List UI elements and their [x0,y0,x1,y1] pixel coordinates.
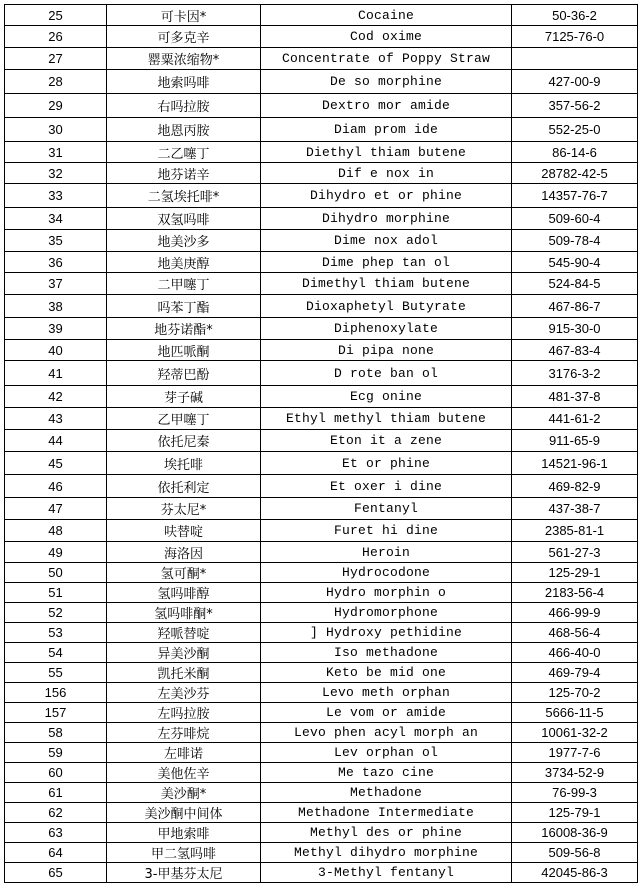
row-number-cell: 156 [5,683,107,703]
cas-number-cell: 552-25-0 [512,118,638,142]
english-name-cell: Me tazo cine [261,763,512,783]
cas-number-cell: 441-61-2 [512,408,638,430]
table-row [5,452,638,475]
english-name-cell: Di pipa none [261,340,512,361]
row-number-cell: 51 [5,583,107,603]
table-row [5,783,638,803]
cas-number-cell: 509-56-8 [512,843,638,863]
english-name-cell: Diam prom ide [261,118,512,142]
row-number-cell: 37 [5,273,107,295]
english-name-cell: Concentrate of Poppy Straw [261,48,512,70]
english-name-cell: Dioxaphetyl Butyrate [261,295,512,318]
row-number-cell: 53 [5,623,107,643]
row-number-cell: 157 [5,703,107,723]
english-name-cell: Hydro morphin o [261,583,512,603]
row-number-cell: 65 [5,863,107,883]
row-number-cell: 31 [5,142,107,163]
cas-number-cell: 467-83-4 [512,340,638,361]
table-row [5,723,638,743]
chinese-name-cell: 芽子碱 [107,386,261,408]
cas-number-cell: 28782-42-5 [512,163,638,184]
english-name-cell: Ethyl methyl thiam butene [261,408,512,430]
row-number-cell: 46 [5,475,107,498]
table-row [5,498,638,520]
table-row [5,475,638,498]
row-number-cell: 58 [5,723,107,743]
cas-number-cell: 509-78-4 [512,230,638,252]
cas-number-cell: 466-99-9 [512,603,638,623]
english-name-cell: 3-Methyl fentanyl [261,863,512,883]
cas-number-cell: 2183-56-4 [512,583,638,603]
english-name-cell: Dime phep tan ol [261,252,512,273]
chinese-name-cell: 氢吗啡醇 [107,583,261,603]
cas-number-cell: 2385-81-1 [512,520,638,542]
cas-number-cell: 3176-3-2 [512,361,638,386]
table-row [5,743,638,763]
chinese-name-cell: 埃托啡 [107,452,261,475]
cas-number-cell: 509-60-4 [512,208,638,230]
cas-number-cell: 50-36-2 [512,5,638,26]
chinese-name-cell: 美沙酮中间体 [107,803,261,823]
chinese-name-cell: 美他佐辛 [107,763,261,783]
table-row [5,763,638,783]
chinese-name-cell: 二乙噻丁 [107,142,261,163]
table-row [5,48,638,70]
row-number-cell: 40 [5,340,107,361]
row-number-cell: 33 [5,184,107,208]
chinese-name-cell: 可多克辛 [107,26,261,48]
row-number-cell: 59 [5,743,107,763]
row-number-cell: 48 [5,520,107,542]
cas-number-cell: 14521-96-1 [512,452,638,475]
row-number-cell: 27 [5,48,107,70]
row-number-cell: 42 [5,386,107,408]
english-name-cell: Dihydro et or phine [261,184,512,208]
row-number-cell: 61 [5,783,107,803]
table-row [5,26,638,48]
cas-number-cell: 125-70-2 [512,683,638,703]
cas-number-cell: 86-14-6 [512,142,638,163]
english-name-cell: Heroin [261,542,512,563]
table-row [5,520,638,542]
chinese-name-cell: 凯托米酮 [107,663,261,683]
row-number-cell: 39 [5,318,107,340]
english-name-cell: Dextro mor amide [261,94,512,118]
english-name-cell: Hydrocodone [261,563,512,583]
cas-number-cell: 466-40-0 [512,643,638,663]
table-row [5,184,638,208]
english-name-cell: Eton it a zene [261,430,512,452]
chinese-name-cell: 芬太尼* [107,498,261,520]
cas-number-cell: 437-38-7 [512,498,638,520]
row-number-cell: 41 [5,361,107,386]
table-row [5,643,638,663]
row-number-cell: 63 [5,823,107,843]
english-name-cell: ] Hydroxy pethidine [261,623,512,643]
english-name-cell: Methyl des or phine [261,823,512,843]
table-row [5,295,638,318]
table-row [5,863,638,883]
english-name-cell: Le vom or amide [261,703,512,723]
chinese-name-cell: 二甲噻丁 [107,273,261,295]
row-number-cell: 64 [5,843,107,863]
table-row [5,273,638,295]
row-number-cell: 55 [5,663,107,683]
table-row [5,583,638,603]
table-row [5,318,638,340]
english-name-cell: Cod oxime [261,26,512,48]
cas-number-cell: 10061-32-2 [512,723,638,743]
cas-number-cell: 467-86-7 [512,295,638,318]
english-name-cell: Dimethyl thiam butene [261,273,512,295]
chinese-name-cell: 地美沙多 [107,230,261,252]
cas-number-cell: 911-65-9 [512,430,638,452]
row-number-cell: 36 [5,252,107,273]
table-row [5,163,638,184]
english-name-cell: Fentanyl [261,498,512,520]
chinese-name-cell: 吗苯丁酯 [107,295,261,318]
chinese-name-cell: 双氢吗啡 [107,208,261,230]
table-row [5,118,638,142]
chinese-name-cell: 呋替啶 [107,520,261,542]
cas-number-cell: 545-90-4 [512,252,638,273]
english-name-cell: Hydromorphone [261,603,512,623]
chinese-name-cell: 美沙酮* [107,783,261,803]
table-row [5,430,638,452]
table-row [5,386,638,408]
english-name-cell: De so morphine [261,70,512,94]
row-number-cell: 43 [5,408,107,430]
chinese-name-cell: 3-甲基芬太尼 [107,863,261,883]
cas-number-cell: 524-84-5 [512,273,638,295]
chinese-name-cell: 地恩丙胺 [107,118,261,142]
english-name-cell: Diethyl thiam butene [261,142,512,163]
chinese-name-cell: 乙甲噻丁 [107,408,261,430]
table-row [5,230,638,252]
chinese-name-cell: 地美庚醇 [107,252,261,273]
chinese-name-cell: 右吗拉胺 [107,94,261,118]
table-row [5,94,638,118]
cas-number-cell [512,48,638,70]
cas-number-cell: 481-37-8 [512,386,638,408]
english-name-cell: Levo phen acyl morph an [261,723,512,743]
row-number-cell: 49 [5,542,107,563]
table-row [5,823,638,843]
chinese-name-cell: 左芬啡烷 [107,723,261,743]
cas-number-cell: 561-27-3 [512,542,638,563]
row-number-cell: 29 [5,94,107,118]
chinese-name-cell: 可卡因* [107,5,261,26]
chinese-name-cell: 羟蒂巴酚 [107,361,261,386]
english-name-cell: Methadone Intermediate [261,803,512,823]
cas-number-cell: 469-82-9 [512,475,638,498]
cas-number-cell: 76-99-3 [512,783,638,803]
english-name-cell: Methadone [261,783,512,803]
chinese-name-cell: 海洛因 [107,542,261,563]
table-row [5,703,638,723]
cas-number-cell: 125-29-1 [512,563,638,583]
row-number-cell: 32 [5,163,107,184]
chinese-name-cell: 异美沙酮 [107,643,261,663]
chinese-name-cell: 依托尼秦 [107,430,261,452]
table-row [5,252,638,273]
english-name-cell: Dime nox adol [261,230,512,252]
row-number-cell: 26 [5,26,107,48]
table-row [5,408,638,430]
cas-number-cell: 125-79-1 [512,803,638,823]
table-row [5,361,638,386]
chinese-name-cell: 地芬诺辛 [107,163,261,184]
chinese-name-cell: 左吗拉胺 [107,703,261,723]
cas-number-cell: 3734-52-9 [512,763,638,783]
cas-number-cell: 357-56-2 [512,94,638,118]
english-name-cell: Cocaine [261,5,512,26]
english-name-cell: Ecg onine [261,386,512,408]
row-number-cell: 50 [5,563,107,583]
cas-number-cell: 14357-76-7 [512,184,638,208]
english-name-cell: Keto be mid one [261,663,512,683]
cas-number-cell: 16008-36-9 [512,823,638,843]
cas-number-cell: 468-56-4 [512,623,638,643]
english-name-cell: Dif e nox in [261,163,512,184]
cas-number-cell: 915-30-0 [512,318,638,340]
table-body [5,5,638,883]
row-number-cell: 30 [5,118,107,142]
table-row [5,70,638,94]
chinese-name-cell: 依托利定 [107,475,261,498]
chinese-name-cell: 甲地索啡 [107,823,261,843]
english-name-cell: Methyl dihydro morphine [261,843,512,863]
table-row [5,340,638,361]
english-name-cell: D rote ban ol [261,361,512,386]
row-number-cell: 52 [5,603,107,623]
chinese-name-cell: 罂粟浓缩物* [107,48,261,70]
row-number-cell: 25 [5,5,107,26]
chinese-name-cell: 二氢埃托啡* [107,184,261,208]
table-row [5,803,638,823]
cas-number-cell: 427-00-9 [512,70,638,94]
english-name-cell: Diphenoxylate [261,318,512,340]
table-row [5,563,638,583]
chinese-name-cell: 地索吗啡 [107,70,261,94]
chinese-name-cell: 羟哌替啶 [107,623,261,643]
table-row [5,623,638,643]
row-number-cell: 47 [5,498,107,520]
table-row [5,542,638,563]
row-number-cell: 54 [5,643,107,663]
row-number-cell: 62 [5,803,107,823]
cas-number-cell: 5666-11-5 [512,703,638,723]
row-number-cell: 60 [5,763,107,783]
english-name-cell: Furet hi dine [261,520,512,542]
row-number-cell: 44 [5,430,107,452]
english-name-cell: Et oxer i dine [261,475,512,498]
table-row [5,142,638,163]
english-name-cell: Levo meth orphan [261,683,512,703]
english-name-cell: Lev orphan ol [261,743,512,763]
english-name-cell: Et or phine [261,452,512,475]
cas-number-cell: 1977-7-6 [512,743,638,763]
chinese-name-cell: 地匹哌酮 [107,340,261,361]
row-number-cell: 45 [5,452,107,475]
chinese-name-cell: 左啡诺 [107,743,261,763]
controlled-substance-table [4,4,638,883]
cas-number-cell: 7125-76-0 [512,26,638,48]
chinese-name-cell: 地芬诺酯* [107,318,261,340]
row-number-cell: 28 [5,70,107,94]
table-row [5,603,638,623]
row-number-cell: 38 [5,295,107,318]
table-row [5,683,638,703]
chinese-name-cell: 左美沙芬 [107,683,261,703]
chinese-name-cell: 氢吗啡酮* [107,603,261,623]
chinese-name-cell: 氢可酮* [107,563,261,583]
row-number-cell: 35 [5,230,107,252]
cas-number-cell: 469-79-4 [512,663,638,683]
table-row [5,208,638,230]
chinese-name-cell: 甲二氢吗啡 [107,843,261,863]
row-number-cell: 34 [5,208,107,230]
english-name-cell: Iso methadone [261,643,512,663]
table-row [5,663,638,683]
table-row [5,5,638,26]
english-name-cell: Dihydro morphine [261,208,512,230]
cas-number-cell: 42045-86-3 [512,863,638,883]
